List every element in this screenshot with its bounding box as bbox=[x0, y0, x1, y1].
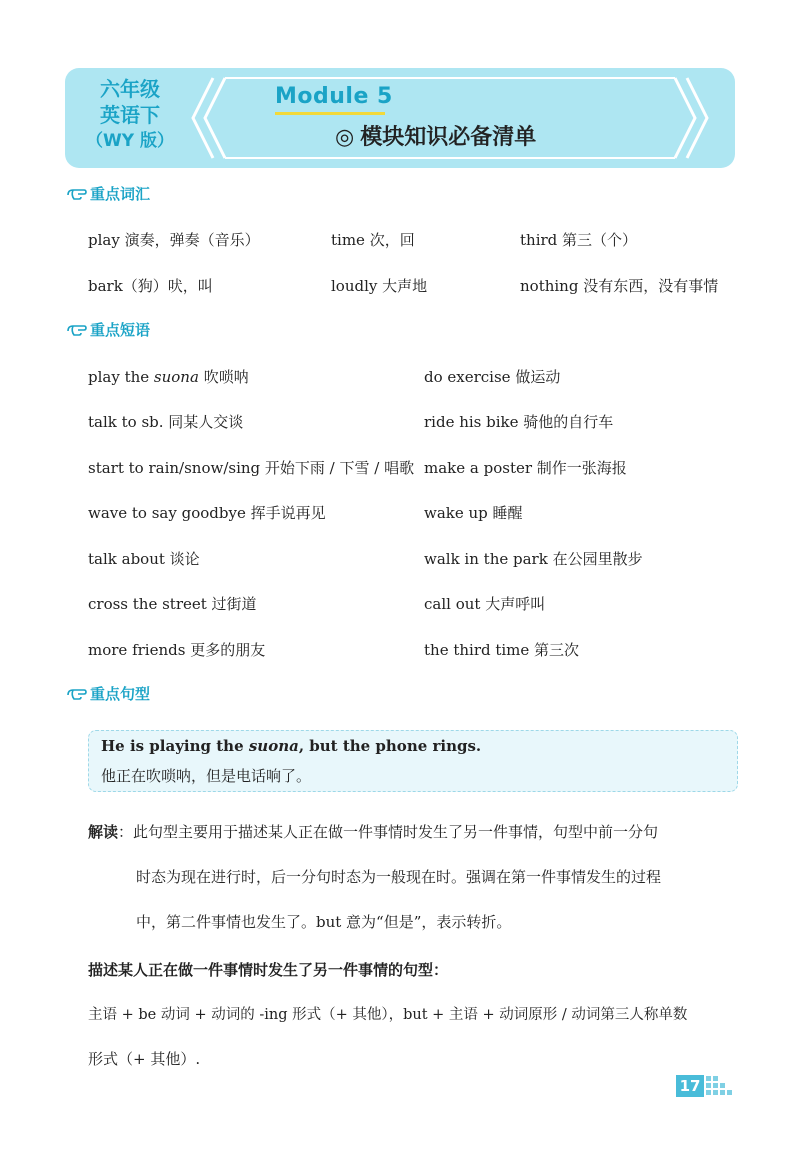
phrase-item: the third time 第三次 bbox=[424, 641, 580, 659]
phrase-italic: suona bbox=[153, 368, 199, 386]
key-sentence-en bbox=[101, 737, 481, 755]
key-sentence-zh: 他正在吹唢呐，但是电话响了。 bbox=[101, 767, 312, 785]
pattern-line: 主语 + be 动词 + 动词的 -ing 形式（+ 其他），but + 主语 + 动词原形 / 动词第三人称单数 bbox=[88, 1007, 688, 1023]
sentence-italic: suona bbox=[248, 737, 299, 755]
phrase-item: ride his bike 骑他的自行车 bbox=[424, 413, 614, 431]
vocab-item: play 演奏，弹奏（音乐） bbox=[88, 231, 260, 249]
pointing-hand-icon bbox=[66, 322, 88, 338]
phrase-item: wave to say goodbye 挥手说再见 bbox=[88, 504, 326, 522]
module-underline bbox=[275, 112, 385, 115]
explanation-line: 时态为现在进行时，后一分句时态为一般现在时。强调在第一件事情发生的过程 bbox=[136, 868, 662, 886]
pointing-hand-icon bbox=[66, 686, 88, 702]
phrase-item: cross the street 过街道 bbox=[88, 595, 257, 613]
grade-label bbox=[75, 76, 185, 154]
vocab-item: loudly 大声地 bbox=[331, 277, 428, 295]
grade-line-2: 英语下 bbox=[100, 103, 160, 127]
sentence-text: He is playing the bbox=[101, 737, 249, 755]
page-subtitle bbox=[335, 120, 536, 151]
phrase-item: talk to sb. 同某人交谈 bbox=[88, 413, 244, 431]
grade-line-3: （WY 版） bbox=[86, 131, 174, 151]
module-title: Module 5 bbox=[275, 84, 393, 109]
explanation-text: 此句型主要用于描述某人正在做一件事情时发生了另一件事情，句型中前一分句 bbox=[133, 823, 659, 841]
sentence-text: , but the phone rings. bbox=[298, 737, 482, 755]
vocab-item: nothing 没有东西，没有事情 bbox=[520, 277, 719, 295]
page-number: 17 bbox=[676, 1075, 704, 1097]
vocab-item: time 次，回 bbox=[331, 231, 415, 249]
section-title: 重点短语 bbox=[90, 321, 151, 339]
section-title: 重点句型 bbox=[90, 685, 151, 703]
section-heading-sentences bbox=[66, 683, 150, 704]
page-grid-decoration bbox=[704, 1075, 736, 1097]
phrase-text: 吹唢呐 bbox=[198, 368, 249, 386]
pattern-title: 描述某人正在做一件事情时发生了另一件事情的句型： bbox=[88, 961, 449, 979]
explanation-label: 解读 bbox=[88, 823, 119, 841]
phrase-item: talk about 谈论 bbox=[88, 550, 200, 568]
explanation-line: 中，第二件事情也发生了。but 意为“但是”，表示转折。 bbox=[136, 913, 512, 931]
phrase-item: do exercise 做运动 bbox=[424, 368, 561, 386]
phrase-item: wake up 睡醒 bbox=[424, 504, 523, 522]
circle-mark-icon: ◎ bbox=[335, 125, 355, 150]
vocab-item: bark（狗）吠，叫 bbox=[88, 277, 213, 295]
subtitle-text: 模块知识必备清单 bbox=[360, 125, 537, 150]
explanation-colon: ： bbox=[118, 823, 134, 841]
phrase-item: start to rain/snow/sing 开始下雨 / 下雪 / 唱歌 bbox=[88, 459, 415, 477]
grade-line-1: 六年级 bbox=[100, 77, 160, 101]
vocab-item: third 第三（个） bbox=[520, 231, 638, 249]
key-sentence-box bbox=[88, 730, 738, 792]
phrase-item: more friends 更多的朋友 bbox=[88, 641, 266, 659]
pattern-line: 形式（+ 其他）. bbox=[88, 1050, 201, 1068]
section-title: 重点词汇 bbox=[90, 185, 151, 203]
phrase-item: call out 大声呼叫 bbox=[424, 595, 546, 613]
pointing-hand-icon bbox=[66, 186, 88, 202]
explanation-line bbox=[88, 821, 658, 842]
header-banner bbox=[65, 68, 735, 168]
phrase-text: play the bbox=[88, 368, 154, 386]
phrase-item bbox=[88, 366, 249, 387]
phrase-item: walk in the park 在公园里散步 bbox=[424, 550, 643, 568]
section-heading-phrases bbox=[66, 319, 150, 340]
section-heading-vocab bbox=[66, 183, 150, 204]
phrase-item: make a poster 制作一张海报 bbox=[424, 459, 627, 477]
